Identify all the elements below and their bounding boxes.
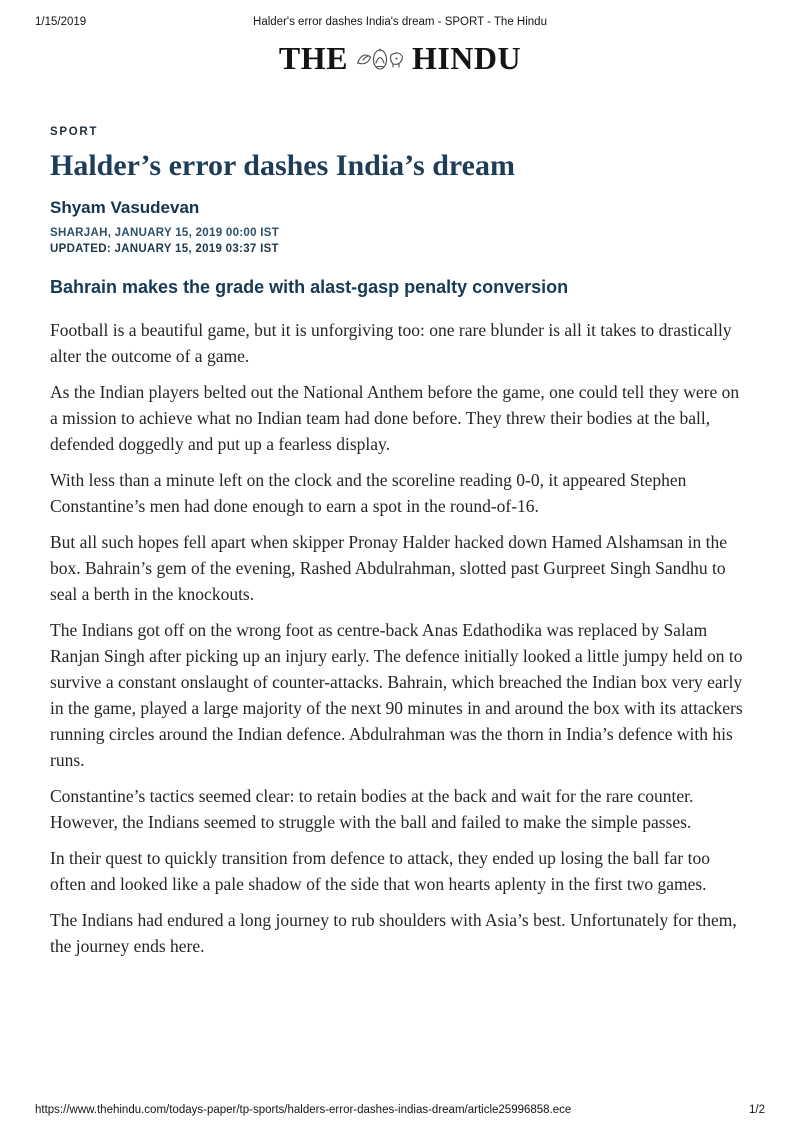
article-paragraph: But all such hopes fell apart when skipper Pronay Halder hacked down Hamed Alshamsan in the box. Bahrain’s gem of the evening, Rashed Abdulrahman, slotted past Gurpreet Singh Sandhu to seal a berth in the knockouts. bbox=[50, 532, 727, 604]
masthead-the: THE bbox=[278, 40, 348, 76]
updated-timestamp: UPDATED: JANUARY 15, 2019 03:37 IST bbox=[50, 243, 279, 255]
subheading: Bahrain makes the grade with alast-gasp penalty conversion bbox=[50, 277, 569, 297]
headline: Halder’s error dashes India’s dream bbox=[50, 149, 515, 182]
article-paragraph: The Indians got off on the wrong foot as centre-back Anas Edathodika was replaced by Salam Ranjan Singh after picking up an injury early. The defence initially looked a little jumpy held on to survive a constant onslaught of counter-attacks. Bahrain, which breached the Indian box very early in the game, played a large majority of the next 90 minutes in and around the box with its attackers running circles around the Indian defence. Abdulrahman was the thorn in India’s defence with his runs. bbox=[50, 620, 743, 770]
print-page-title: Halder's error dashes India's dream - SPORT - The Hindu bbox=[253, 16, 547, 28]
article bbox=[50, 126, 748, 969]
hindu-crest-icon bbox=[355, 44, 405, 81]
masthead-hindu: HINDU bbox=[411, 40, 522, 76]
footer-url: https://www.thehindu.com/todays-paper/tp-sports/halders-error-dashes-indias-dream/article25996858.ece bbox=[35, 1104, 572, 1116]
section-label: SPORT bbox=[50, 126, 99, 138]
article-paragraph: The Indians had endured a long journey to rub shoulders with Asia’s best. Unfortunately for them, the journey ends here. bbox=[50, 910, 737, 956]
dateline: SHARJAH, JANUARY 15, 2019 00:00 IST bbox=[50, 227, 280, 239]
print-header bbox=[0, 16, 800, 32]
print-footer bbox=[35, 1104, 765, 1116]
masthead bbox=[0, 40, 800, 81]
article-body bbox=[50, 317, 748, 959]
article-paragraph: With less than a minute left on the clock and the scoreline reading 0-0, it appeared Stephen Constantine’s men had done enough to earn a spot in the round-of-16. bbox=[50, 470, 687, 516]
article-paragraph: Football is a beautiful game, but it is unforgiving too: one rare blunder is all it takes to drastically alter the outcome of a game. bbox=[50, 320, 732, 366]
print-date: 1/15/2019 bbox=[35, 16, 87, 28]
article-paragraph: In their quest to quickly transition from defence to attack, they ended up losing the ball far too often and looked like a pale shadow of the side that won hearts aplenty in the first two games. bbox=[50, 848, 710, 894]
article-paragraph: As the Indian players belted out the National Anthem before the game, one could tell they were on a mission to achieve what no Indian team had done before. They threw their bodies at the ball, defended doggedly and put up a fearless display. bbox=[50, 382, 740, 454]
article-paragraph: Constantine’s tactics seemed clear: to retain bodies at the back and wait for the rare counter. However, the Indians seemed to struggle with the ball and failed to make the simple passes. bbox=[50, 786, 694, 832]
footer-page-number: 1/2 bbox=[749, 1104, 765, 1116]
author-name: Shyam Vasudevan bbox=[50, 198, 200, 217]
